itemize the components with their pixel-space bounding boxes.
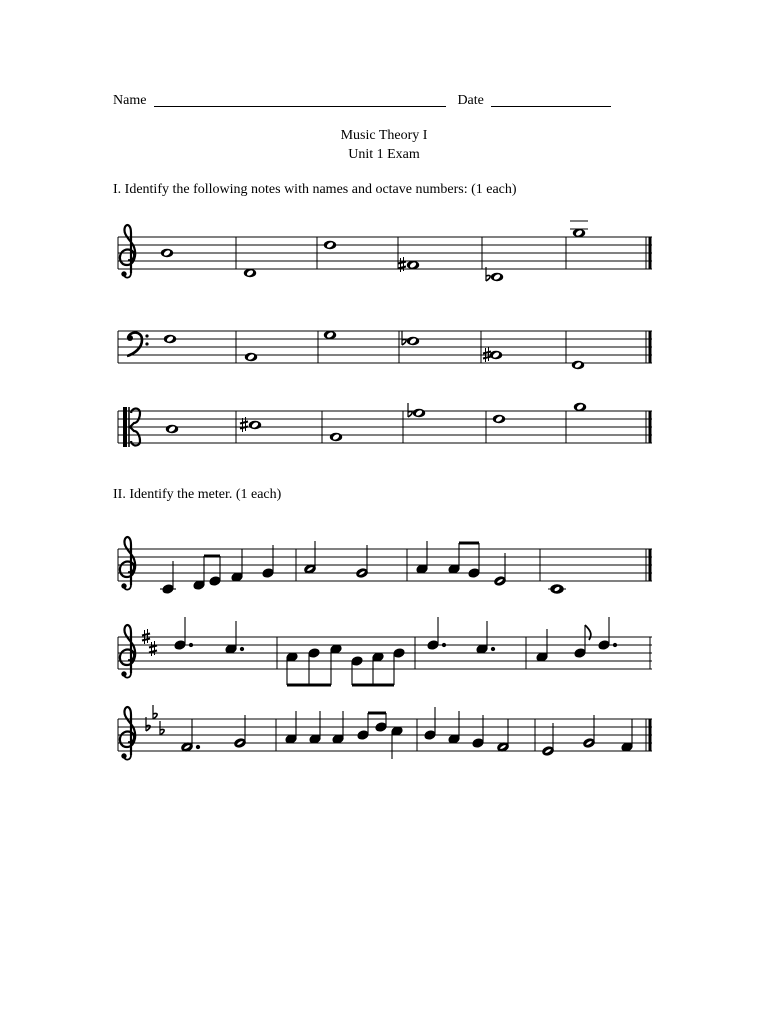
flat-icon	[408, 403, 412, 417]
key-signature-sharp-icon	[149, 641, 157, 656]
whole-note	[249, 421, 261, 429]
whole-note	[413, 409, 425, 417]
whole-note	[324, 331, 336, 339]
bass-clef-icon	[127, 333, 149, 356]
key-signature-flat-icon	[153, 705, 157, 719]
whole-note	[574, 403, 586, 411]
whole-note	[324, 241, 336, 249]
whole-note	[407, 337, 419, 345]
whole-note	[164, 335, 176, 343]
whole-note	[493, 415, 505, 423]
section-two-prompt: II. Identify the meter. (1 each)	[113, 487, 282, 502]
treble-clef-icon	[120, 707, 135, 760]
whole-note	[572, 361, 584, 369]
exam-title: Music Theory I	[340, 128, 428, 143]
section-one-prompt: I. Identify the following notes with names and octave numbers: (1 each)	[113, 182, 517, 197]
whole-note	[244, 269, 256, 277]
staff-2	[118, 331, 652, 363]
staff-3	[118, 411, 652, 443]
name-label: Name	[113, 93, 147, 108]
staff-5	[118, 637, 652, 669]
flat-icon	[402, 331, 406, 345]
whole-note	[407, 261, 419, 269]
melody-2	[174, 617, 617, 685]
whole-note	[330, 433, 342, 441]
treble-clef-icon	[120, 225, 135, 278]
key-signature-flat-icon	[160, 721, 164, 735]
staff-1	[118, 237, 652, 269]
whole-note	[166, 425, 178, 433]
staff-4	[118, 549, 652, 581]
whole-note	[490, 351, 502, 359]
exam-subtitle: Unit 1 Exam	[348, 147, 420, 162]
sharp-icon	[398, 257, 406, 272]
treble-clef-icon	[120, 537, 135, 590]
treble-clef-icon	[120, 625, 135, 678]
date-label: Date	[457, 93, 484, 108]
whole-note	[573, 229, 585, 237]
whole-note	[161, 249, 173, 257]
whole-note	[245, 353, 257, 361]
whole-note	[491, 273, 503, 281]
